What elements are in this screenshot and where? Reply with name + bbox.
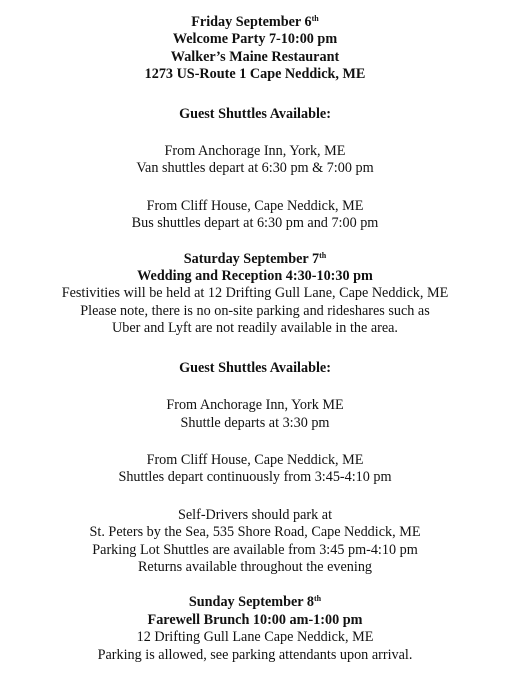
saturday-shuttle-cliffhouse-detail: Shuttles depart continuously from 3:45-4:10 pm bbox=[118, 469, 392, 486]
friday-shuttle-anchorage-detail: Van shuttles depart at 6:30 pm & 7:00 pm bbox=[136, 160, 374, 177]
saturday-shuttles-heading: Guest Shuttles Available: bbox=[179, 359, 331, 376]
sunday-day-heading: Sunday September 8th bbox=[188, 594, 322, 611]
friday-shuttle-cliffhouse-detail: Bus shuttles depart at 6:30 pm and 7:00 pm bbox=[131, 215, 379, 232]
friday-shuttle-anchorage-from: From Anchorage Inn, York, ME bbox=[164, 143, 346, 160]
saturday-info-line: Please note, there is no on-site parking and rideshares such as bbox=[80, 302, 430, 319]
sunday-event-title: Farewell Brunch 10:00 am-1:00 pm bbox=[147, 611, 363, 628]
saturday-event-title: Wedding and Reception 4:30-10:30 pm bbox=[137, 268, 373, 285]
friday-shuttles-heading: Guest Shuttles Available: bbox=[179, 105, 331, 122]
friday-address: 1273 US-Route 1 Cape Neddick, ME bbox=[144, 66, 366, 83]
self-drivers-line: Self-Drivers should park at bbox=[177, 506, 333, 523]
friday-section bbox=[0, 14, 510, 233]
saturday-section bbox=[0, 251, 510, 577]
friday-day-heading: Friday September 6th bbox=[191, 14, 319, 30]
sunday-address: 12 Drifting Gull Lane Cape Neddick, ME bbox=[136, 629, 374, 646]
friday-event-title: Welcome Party 7-10:00 pm bbox=[172, 31, 338, 48]
saturday-info-line: Uber and Lyft are not readily available in the area. bbox=[112, 320, 398, 337]
friday-shuttle-cliffhouse-from: From Cliff House, Cape Neddick, ME bbox=[146, 197, 364, 214]
self-drivers-line: Parking Lot Shuttles are available from 3:45 pm-4:10 pm bbox=[92, 541, 418, 558]
friday-venue: Walker’s Maine Restaurant bbox=[170, 48, 340, 65]
saturday-info-line: Festivities will be held at 12 Drifting Gull Lane, Cape Neddick, ME bbox=[61, 285, 449, 302]
saturday-day-heading: Saturday September 7th bbox=[183, 250, 327, 267]
self-drivers-line: St. Peters by the Sea, 535 Shore Road, Cape Neddick, ME bbox=[89, 524, 421, 541]
saturday-shuttle-anchorage-from: From Anchorage Inn, York ME bbox=[166, 397, 344, 414]
sunday-parking-note: Parking is allowed, see parking attendants upon arrival. bbox=[97, 646, 413, 663]
self-drivers-line: Returns available throughout the evening bbox=[137, 558, 373, 575]
saturday-shuttle-anchorage-detail: Shuttle departs at 3:30 pm bbox=[180, 414, 330, 431]
sunday-section bbox=[0, 594, 510, 664]
saturday-shuttle-cliffhouse-from: From Cliff House, Cape Neddick, ME bbox=[146, 451, 364, 468]
